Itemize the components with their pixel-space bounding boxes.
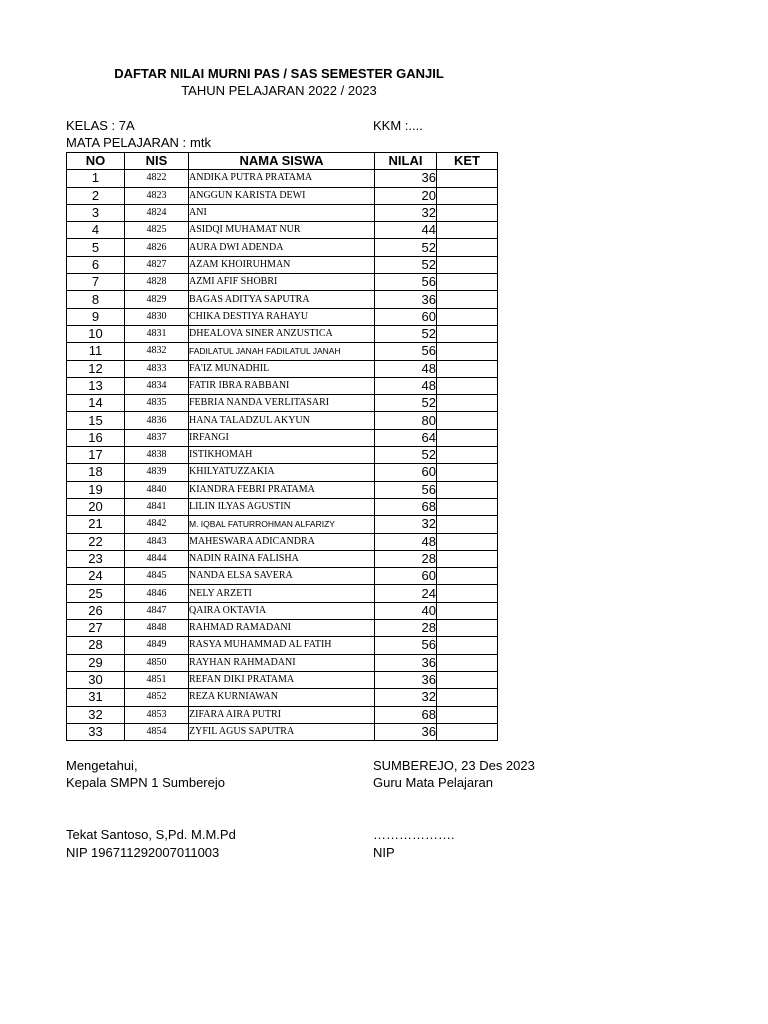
headmaster-name: Tekat Santoso, S,Pd. M.M.Pd xyxy=(66,827,236,842)
cell-nis: 4844 xyxy=(125,550,189,567)
cell-score: 48 xyxy=(375,533,437,550)
teacher-nip: NIP xyxy=(373,845,395,860)
cell-student-name: REFAN DIKI PRATAMA xyxy=(189,671,375,688)
cell-nis: 4822 xyxy=(125,170,189,187)
cell-score: 80 xyxy=(375,412,437,429)
class-label: KELAS : 7A xyxy=(66,118,135,133)
table-row xyxy=(67,481,498,498)
cell-nis: 4847 xyxy=(125,602,189,619)
cell-note xyxy=(437,464,498,481)
table-row xyxy=(67,274,498,291)
cell-score: 52 xyxy=(375,395,437,412)
cell-score: 60 xyxy=(375,568,437,585)
cell-score: 56 xyxy=(375,343,437,360)
cell-note xyxy=(437,637,498,654)
table-row xyxy=(67,204,498,221)
place-date: SUMBEREJO, 23 Des 2023 xyxy=(373,758,535,773)
cell-note xyxy=(437,291,498,308)
cell-note xyxy=(437,568,498,585)
table-row xyxy=(67,585,498,602)
table-row xyxy=(67,360,498,377)
cell-no: 8 xyxy=(67,291,125,308)
cell-no: 6 xyxy=(67,256,125,273)
cell-student-name: DHEALOVA SINER ANZUSTICA xyxy=(189,325,375,342)
cell-note xyxy=(437,412,498,429)
table-row xyxy=(67,602,498,619)
cell-no: 1 xyxy=(67,170,125,187)
cell-note xyxy=(437,239,498,256)
cell-score: 36 xyxy=(375,723,437,740)
table-row xyxy=(67,308,498,325)
cell-student-name: ASIDQI MUHAMAT NUR xyxy=(189,222,375,239)
cell-nis: 4824 xyxy=(125,204,189,221)
cell-student-name: AZAM KHOIRUHMAN xyxy=(189,256,375,273)
column-header-nama: NAMA SISWA xyxy=(189,153,375,170)
cell-no: 33 xyxy=(67,723,125,740)
column-header-ket: KET xyxy=(437,153,498,170)
table-row xyxy=(67,689,498,706)
cell-nis: 4839 xyxy=(125,464,189,481)
cell-score: 56 xyxy=(375,481,437,498)
cell-note xyxy=(437,723,498,740)
cell-score: 24 xyxy=(375,585,437,602)
subject-value: mtk xyxy=(190,135,211,150)
table-row xyxy=(67,706,498,723)
cell-note xyxy=(437,325,498,342)
cell-student-name: NADIN RAINA FALISHA xyxy=(189,550,375,567)
cell-note xyxy=(437,516,498,533)
cell-score: 32 xyxy=(375,689,437,706)
cell-no: 11 xyxy=(67,343,125,360)
cell-nis: 4830 xyxy=(125,308,189,325)
cell-student-name: FEBRIA NANDA VERLITASARI xyxy=(189,395,375,412)
cell-note xyxy=(437,343,498,360)
cell-student-name: REZA KURNIAWAN xyxy=(189,689,375,706)
cell-nis: 4846 xyxy=(125,585,189,602)
cell-score: 60 xyxy=(375,464,437,481)
cell-no: 30 xyxy=(67,671,125,688)
cell-no: 19 xyxy=(67,481,125,498)
kkm-label: KKM :.... xyxy=(373,118,423,133)
cell-score: 56 xyxy=(375,274,437,291)
column-header-no: NO xyxy=(67,153,125,170)
cell-student-name: RAYHAN RAHMADANI xyxy=(189,654,375,671)
document-title: DAFTAR NILAI MURNI PAS / SAS SEMESTER GANJIL xyxy=(114,66,444,81)
cell-nis: 4853 xyxy=(125,706,189,723)
cell-nis: 4845 xyxy=(125,568,189,585)
cell-score: 68 xyxy=(375,498,437,515)
cell-no: 9 xyxy=(67,308,125,325)
cell-note xyxy=(437,204,498,221)
document-subtitle: TAHUN PELAJARAN 2022 / 2023 xyxy=(181,83,377,98)
cell-nis: 4848 xyxy=(125,620,189,637)
cell-nis: 4823 xyxy=(125,187,189,204)
cell-student-name: RAHMAD RAMADANI xyxy=(189,620,375,637)
cell-score: 36 xyxy=(375,671,437,688)
cell-score: 68 xyxy=(375,706,437,723)
table-row xyxy=(67,377,498,394)
cell-student-name: MAHESWARA ADICANDRA xyxy=(189,533,375,550)
cell-no: 25 xyxy=(67,585,125,602)
column-header-nis: NIS xyxy=(125,153,189,170)
cell-score: 36 xyxy=(375,654,437,671)
cell-note xyxy=(437,498,498,515)
cell-nis: 4835 xyxy=(125,395,189,412)
table-row xyxy=(67,516,498,533)
cell-no: 20 xyxy=(67,498,125,515)
cell-score: 40 xyxy=(375,602,437,619)
cell-no: 27 xyxy=(67,620,125,637)
cell-note xyxy=(437,671,498,688)
cell-nis: 4831 xyxy=(125,325,189,342)
cell-student-name: AZMI AFIF SHOBRI xyxy=(189,274,375,291)
cell-score: 52 xyxy=(375,325,437,342)
cell-no: 12 xyxy=(67,360,125,377)
cell-note xyxy=(437,585,498,602)
table-row xyxy=(67,498,498,515)
cell-score: 52 xyxy=(375,239,437,256)
teacher-name-placeholder: ………………. xyxy=(373,827,455,842)
cell-student-name: KIANDRA FEBRI PRATAMA xyxy=(189,481,375,498)
cell-note xyxy=(437,377,498,394)
cell-score: 64 xyxy=(375,429,437,446)
cell-no: 7 xyxy=(67,274,125,291)
cell-student-name: ANGGUN KARISTA DEWI xyxy=(189,187,375,204)
table-row xyxy=(67,239,498,256)
cell-score: 52 xyxy=(375,447,437,464)
table-row xyxy=(67,343,498,360)
cell-student-name: M. IQBAL FATURROHMAN ALFARIZY xyxy=(189,516,375,533)
cell-nis: 4852 xyxy=(125,689,189,706)
cell-no: 3 xyxy=(67,204,125,221)
cell-nis: 4836 xyxy=(125,412,189,429)
cell-nis: 4837 xyxy=(125,429,189,446)
cell-score: 48 xyxy=(375,360,437,377)
cell-note xyxy=(437,395,498,412)
cell-note xyxy=(437,256,498,273)
cell-score: 48 xyxy=(375,377,437,394)
cell-student-name: KHILYATUZZAKIA xyxy=(189,464,375,481)
cell-student-name: CHIKA DESTIYA RAHAYU xyxy=(189,308,375,325)
cell-score: 36 xyxy=(375,291,437,308)
cell-student-name: AURA DWI ADENDA xyxy=(189,239,375,256)
cell-nis: 4854 xyxy=(125,723,189,740)
table-row xyxy=(67,533,498,550)
column-header-nilai: NILAI xyxy=(375,153,437,170)
cell-no: 22 xyxy=(67,533,125,550)
cell-no: 2 xyxy=(67,187,125,204)
cell-note xyxy=(437,222,498,239)
cell-nis: 4832 xyxy=(125,343,189,360)
cell-student-name: NANDA ELSA SAVERA xyxy=(189,568,375,585)
cell-student-name: ZYFIL AGUS SAPUTRA xyxy=(189,723,375,740)
cell-note xyxy=(437,689,498,706)
cell-nis: 4827 xyxy=(125,256,189,273)
cell-no: 10 xyxy=(67,325,125,342)
cell-no: 29 xyxy=(67,654,125,671)
table-row xyxy=(67,412,498,429)
cell-score: 28 xyxy=(375,620,437,637)
cell-student-name: ANI xyxy=(189,204,375,221)
table-row xyxy=(67,568,498,585)
cell-no: 21 xyxy=(67,516,125,533)
cell-note xyxy=(437,654,498,671)
headmaster-nip: NIP 196711292007011003 xyxy=(66,845,220,860)
table-row xyxy=(67,429,498,446)
cell-note xyxy=(437,360,498,377)
cell-student-name: NELY ARZETI xyxy=(189,585,375,602)
cell-student-name: BAGAS ADITYA SAPUTRA xyxy=(189,291,375,308)
cell-note xyxy=(437,706,498,723)
cell-no: 18 xyxy=(67,464,125,481)
subject-label: MATA PELAJARAN : xyxy=(66,135,187,150)
cell-student-name: RASYA MUHAMMAD AL FATIH xyxy=(189,637,375,654)
cell-no: 4 xyxy=(67,222,125,239)
cell-note xyxy=(437,274,498,291)
cell-nis: 4843 xyxy=(125,533,189,550)
cell-nis: 4826 xyxy=(125,239,189,256)
table-row xyxy=(67,395,498,412)
cell-score: 28 xyxy=(375,550,437,567)
cell-nis: 4833 xyxy=(125,360,189,377)
cell-score: 32 xyxy=(375,516,437,533)
cell-student-name: ANDIKA PUTRA PRATAMA xyxy=(189,170,375,187)
table-header-row xyxy=(67,153,498,170)
cell-note xyxy=(437,533,498,550)
cell-student-name: FATIR IBRA RABBANI xyxy=(189,377,375,394)
cell-nis: 4834 xyxy=(125,377,189,394)
cell-nis: 4840 xyxy=(125,481,189,498)
cell-nis: 4828 xyxy=(125,274,189,291)
cell-note xyxy=(437,429,498,446)
cell-nis: 4842 xyxy=(125,516,189,533)
cell-note xyxy=(437,481,498,498)
cell-score: 52 xyxy=(375,256,437,273)
cell-note xyxy=(437,447,498,464)
cell-student-name: IRFANGI xyxy=(189,429,375,446)
cell-no: 31 xyxy=(67,689,125,706)
cell-note xyxy=(437,550,498,567)
table-row xyxy=(67,671,498,688)
cell-student-name: ISTIKHOMAH xyxy=(189,447,375,464)
table-row xyxy=(67,550,498,567)
cell-note xyxy=(437,170,498,187)
table-row xyxy=(67,187,498,204)
cell-score: 56 xyxy=(375,637,437,654)
cell-no: 15 xyxy=(67,412,125,429)
headmaster-title: Kepala SMPN 1 Sumberejo xyxy=(66,775,225,790)
table-row xyxy=(67,464,498,481)
cell-no: 23 xyxy=(67,550,125,567)
cell-nis: 4829 xyxy=(125,291,189,308)
table-row xyxy=(67,620,498,637)
table-row xyxy=(67,222,498,239)
table-row xyxy=(67,291,498,308)
cell-nis: 4825 xyxy=(125,222,189,239)
table-body xyxy=(67,170,498,741)
cell-nis: 4851 xyxy=(125,671,189,688)
table-row xyxy=(67,723,498,740)
table-row xyxy=(67,325,498,342)
cell-no: 14 xyxy=(67,395,125,412)
cell-no: 16 xyxy=(67,429,125,446)
cell-note xyxy=(437,187,498,204)
cell-score: 36 xyxy=(375,170,437,187)
cell-no: 17 xyxy=(67,447,125,464)
cell-no: 24 xyxy=(67,568,125,585)
cell-no: 28 xyxy=(67,637,125,654)
cell-nis: 4838 xyxy=(125,447,189,464)
cell-note xyxy=(437,602,498,619)
cell-score: 44 xyxy=(375,222,437,239)
cell-nis: 4849 xyxy=(125,637,189,654)
table-row xyxy=(67,447,498,464)
cell-student-name: HANA TALADZUL AKYUN xyxy=(189,412,375,429)
cell-score: 32 xyxy=(375,204,437,221)
table-row xyxy=(67,256,498,273)
grades-table xyxy=(66,152,498,741)
acknowledged-label: Mengetahui, xyxy=(66,758,138,773)
cell-no: 13 xyxy=(67,377,125,394)
cell-score: 20 xyxy=(375,187,437,204)
cell-student-name: FADILATUL JANAH FADILATUL JANAH xyxy=(189,343,375,360)
cell-note xyxy=(437,620,498,637)
teacher-title: Guru Mata Pelajaran xyxy=(373,775,493,790)
cell-score: 60 xyxy=(375,308,437,325)
cell-student-name: QAIRA OKTAVIA xyxy=(189,602,375,619)
table-row xyxy=(67,170,498,187)
cell-nis: 4850 xyxy=(125,654,189,671)
table-row xyxy=(67,637,498,654)
cell-student-name: LILIN ILYAS AGUSTIN xyxy=(189,498,375,515)
cell-no: 26 xyxy=(67,602,125,619)
table-row xyxy=(67,654,498,671)
cell-student-name: FA'IZ MUNADHIL xyxy=(189,360,375,377)
cell-note xyxy=(437,308,498,325)
cell-nis: 4841 xyxy=(125,498,189,515)
cell-no: 5 xyxy=(67,239,125,256)
cell-no: 32 xyxy=(67,706,125,723)
cell-student-name: ZIFARA AIRA PUTRI xyxy=(189,706,375,723)
